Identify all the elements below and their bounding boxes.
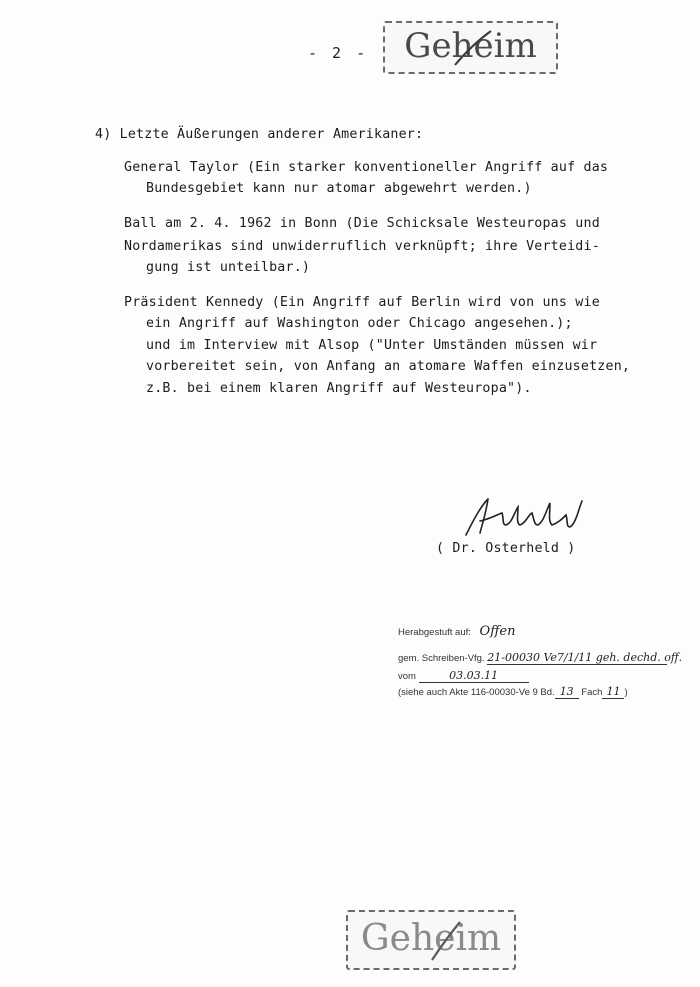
paragraph-line: gung ist unteilbar.) bbox=[146, 260, 311, 275]
declass-label: Fach bbox=[581, 687, 603, 698]
paragraph-line: z.B. bei einem klaren Angriff auf Westeuropa"). bbox=[146, 381, 532, 396]
page-number: - 2 - bbox=[308, 44, 369, 62]
signatory-name: ( Dr. Osterheld ) bbox=[436, 541, 576, 556]
declass-value: 03.03.11 bbox=[419, 669, 529, 683]
declass-line-1 bbox=[398, 624, 515, 639]
geheim-stamp-bottom-text: Geheim bbox=[360, 918, 502, 959]
declass-line-4 bbox=[398, 685, 628, 699]
declass-label: gem. Schreiben-Vfg. bbox=[398, 653, 485, 664]
paragraph-line: und im Interview mit Alsop ("Unter Umständen müssen wir bbox=[146, 338, 598, 353]
paragraph-line: Präsident Kennedy (Ein Angriff auf Berlin wird von uns wie bbox=[124, 295, 600, 310]
declass-line-2 bbox=[398, 651, 683, 665]
signature-image bbox=[458, 495, 588, 541]
paragraph-line: Ball am 2. 4. 1962 in Bonn (Die Schicksale Westeuropas und bbox=[124, 216, 600, 231]
geheim-stamp-top bbox=[383, 21, 558, 74]
paragraph-line: ein Angriff auf Washington oder Chicago angesehen.); bbox=[146, 316, 573, 331]
declass-label: vom bbox=[398, 671, 416, 682]
paragraph-line: General Taylor (Ein starker konventioneller Angriff auf das bbox=[124, 160, 609, 175]
declass-value: 13 bbox=[555, 685, 579, 699]
declass-label: Herabgestuft auf: bbox=[398, 627, 471, 638]
stamp-strike-icon bbox=[348, 912, 514, 968]
declass-value: Offen bbox=[479, 624, 516, 639]
declass-label: (siehe auch Akte 116-00030-Ve 9 Bd. bbox=[398, 687, 555, 698]
paragraph-line: Bundesgebiet kann nur atomar abgewehrt werden.) bbox=[146, 181, 532, 196]
geheim-stamp-bottom bbox=[346, 910, 516, 970]
paragraph-line: Nordamerikas sind unwiderruflich verknüpft; ihre Verteidi- bbox=[124, 239, 600, 254]
geheim-stamp-top-text: Geheim bbox=[404, 26, 537, 66]
paragraph-line: vorbereitet sein, von Anfang an atomare Waffen einzusetzen, bbox=[146, 359, 631, 374]
stamp-strike-icon bbox=[385, 23, 556, 72]
declass-label: ) bbox=[624, 687, 628, 698]
declass-line-3 bbox=[398, 669, 529, 683]
declass-value: 21-00030 Ve7/1/11 geh. dechd. off. bbox=[487, 651, 683, 664]
section-heading: 4) Letzte Äußerungen anderer Amerikaner: bbox=[95, 127, 424, 142]
declass-value: 11 bbox=[602, 685, 624, 699]
